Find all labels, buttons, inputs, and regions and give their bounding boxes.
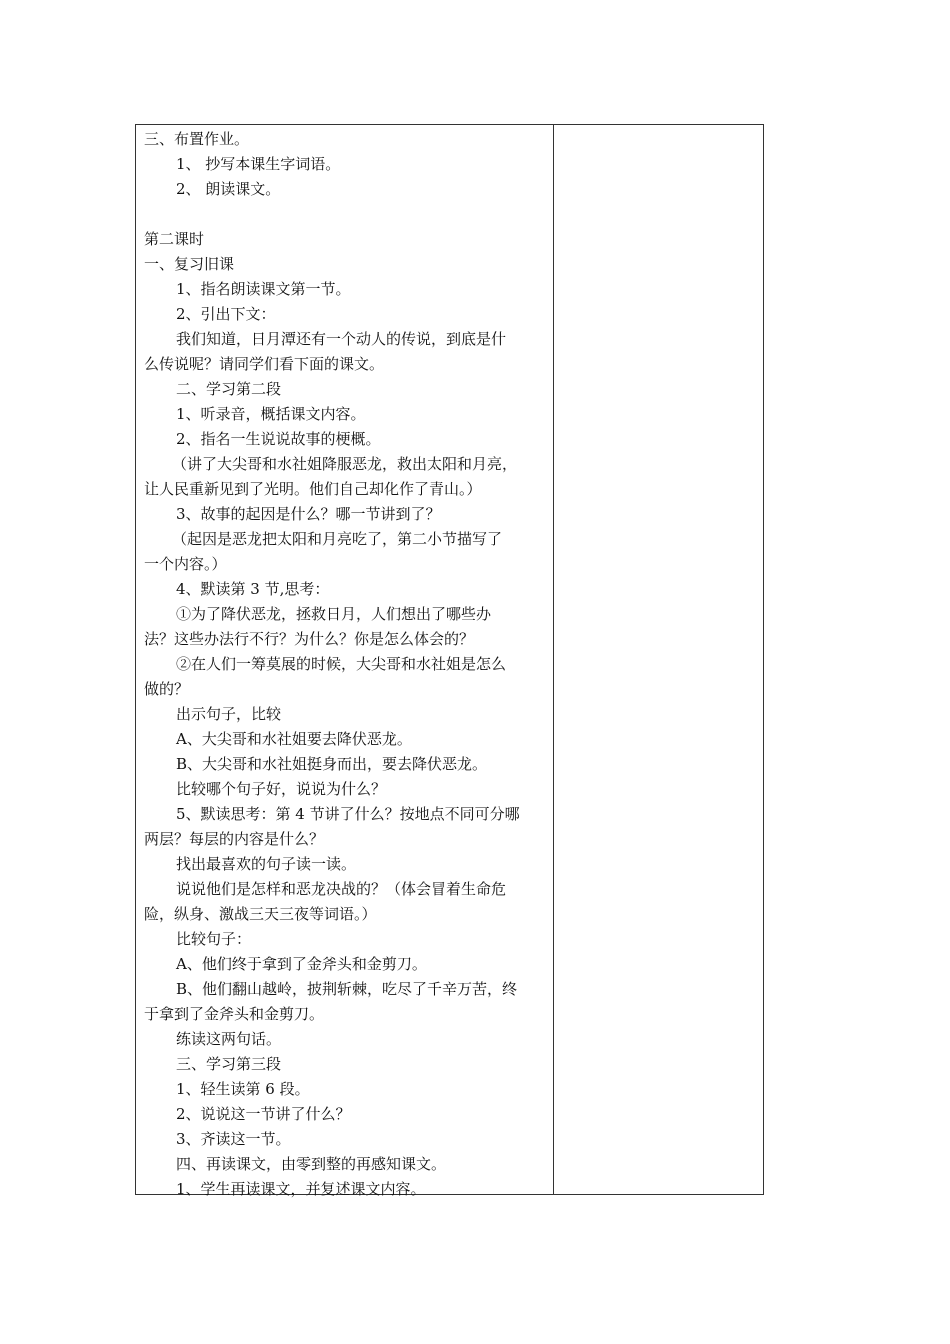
text-line: 1、指名朗读课文第一节。 (176, 280, 351, 298)
text-line: 法？这些办法行不行？为什么？你是怎么体会的？ (144, 630, 475, 648)
text-line: 找出最喜欢的句子读一读。 (176, 855, 357, 873)
text-line: 一个内容。） (144, 555, 227, 573)
text-line: 让人民重新见到了光明。他们自己却化作了青山。） (144, 480, 482, 498)
section-heading: 三、布置作业。 (144, 130, 250, 148)
text-line: 2、 朗读课文。 (176, 180, 281, 198)
text-line: 2、引出下文： (176, 305, 276, 323)
text-line: B、大尖哥和水社姐挺身而出，要去降伏恶龙。 (176, 755, 488, 773)
lesson-content-cell (136, 125, 554, 1198)
text-line: 比较哪个句子好，说说为什么？ (176, 780, 387, 798)
text-line: 出示句子，比较 (176, 705, 282, 723)
section-heading: 四、再读课文，由零到整的再感知课文。 (176, 1155, 447, 1173)
text-line: 2、指名一生说说故事的梗概。 (176, 430, 381, 448)
section-heading: 一、复习旧课 (144, 255, 235, 273)
text-line: B、他们翻山越岭，披荆斩棘，吃尽了千辛万苦，终 (176, 980, 518, 998)
text-line: （讲了大尖哥和水社姐降服恶龙，救出太阳和月亮， (172, 455, 518, 473)
text-line: 1、听录音，概括课文内容。 (176, 405, 366, 423)
section-heading: 三、学习第三段 (176, 1055, 282, 1073)
text-line: 做的？ (144, 680, 190, 698)
section-heading: 二、学习第二段 (176, 380, 282, 398)
text-line: 5、默读思考：第 4 节讲了什么？按地点不同可分哪 (176, 805, 520, 823)
text-line: 4、默读第 3 节,思考： (176, 580, 330, 598)
text-line: 么传说呢？请同学们看下面的课文。 (144, 355, 385, 373)
text-line: 练读这两句话。 (176, 1030, 282, 1048)
blank-line (144, 202, 545, 227)
text-line: （起因是恶龙把太阳和月亮吃了，第二小节描写了 (172, 530, 503, 548)
text-line: 于拿到了金斧头和金剪刀。 (144, 1005, 325, 1023)
text-line: 1、轻生读第 6 段。 (176, 1080, 310, 1098)
text-line: ①为了降伏恶龙，拯救日月，人们想出了哪些办 (176, 605, 492, 623)
text-line: 1、学生再读课文，并复述课文内容。 (176, 1180, 426, 1198)
text-line: 险，纵身、激战三天三夜等词语。） (144, 905, 377, 923)
text-line: A、他们终于拿到了金斧头和金剪刀。 (176, 955, 427, 973)
notes-cell (554, 125, 763, 1194)
text-line: 说说他们是怎样和恶龙决战的？（体会冒着生命危 (176, 880, 507, 898)
text-line: 3、齐读这一节。 (176, 1130, 291, 1148)
text-line: 1、 抄写本课生字词语。 (176, 155, 341, 173)
text-line: 3、故事的起因是什么？哪一节讲到了？ (176, 505, 441, 523)
lesson-title: 第二课时 (144, 230, 205, 248)
text-line: 两层？每层的内容是什么？ (144, 830, 325, 848)
text-line: A、大尖哥和水社姐要去降伏恶龙。 (176, 730, 412, 748)
lesson-plan-table (135, 124, 764, 1198)
text-line: 2、说说这一节讲了什么？ (176, 1105, 351, 1123)
text-line: 比较句子： (176, 930, 252, 948)
text-line: ②在人们一筹莫展的时候，大尖哥和水社姐是怎么 (176, 655, 507, 673)
text-line: 我们知道，日月潭还有一个动人的传说，到底是什 (176, 330, 507, 348)
